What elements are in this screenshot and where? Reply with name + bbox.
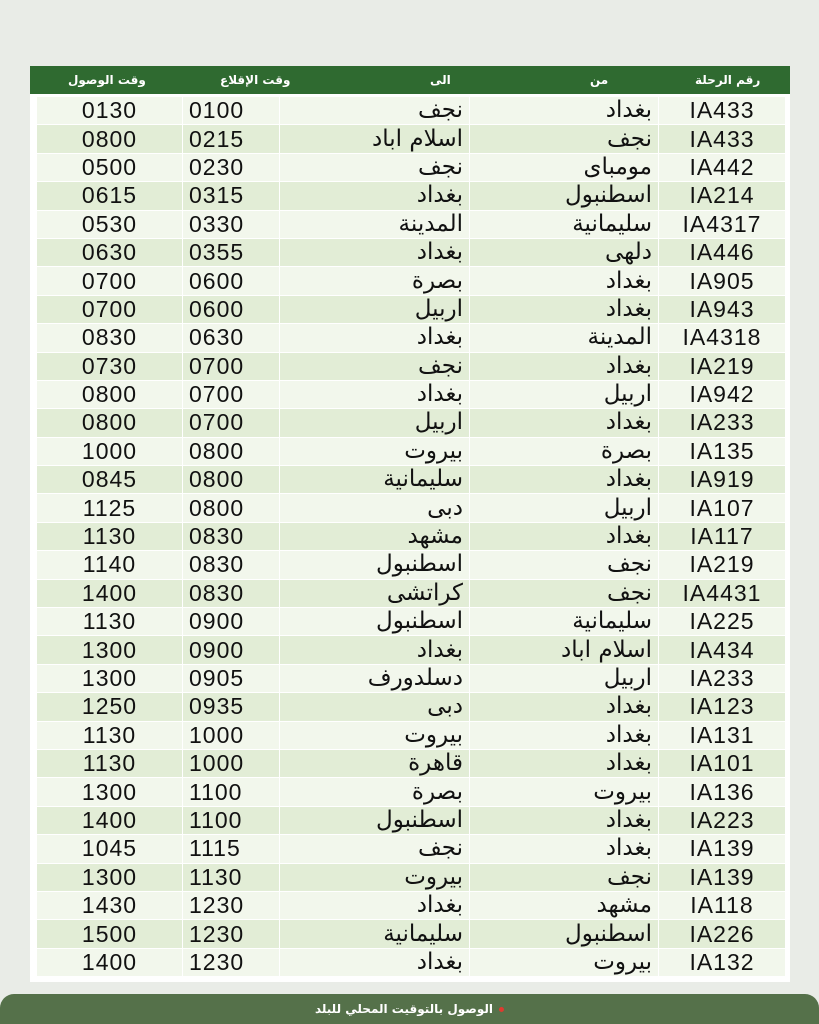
destination-cell: دسلدورف [280, 664, 470, 692]
departure-time-cell: 0700 [183, 352, 280, 380]
table-row [37, 324, 786, 352]
table-row [37, 948, 786, 976]
arrival-time-cell: 1300 [37, 636, 183, 664]
arrival-time-cell: 0800 [37, 409, 183, 437]
flight-number-cell: IA139 [659, 835, 786, 863]
departure-time-cell: 0800 [183, 437, 280, 465]
flight-number-cell: IA442 [659, 153, 786, 181]
arrival-time-cell: 0700 [37, 295, 183, 323]
destination-cell: نجف [280, 835, 470, 863]
origin-cell: مشهد [470, 891, 659, 919]
table-row [37, 295, 786, 323]
arrival-time-cell: 1130 [37, 522, 183, 550]
departure-time-cell: 0215 [183, 125, 280, 153]
origin-cell: بغداد [470, 295, 659, 323]
flight-number-cell: IA219 [659, 352, 786, 380]
arrival-time-cell: 0130 [37, 97, 183, 125]
departure-time-cell: 0630 [183, 324, 280, 352]
origin-cell: مومباى [470, 153, 659, 181]
arrival-time-cell: 1400 [37, 948, 183, 976]
origin-cell: نجف [470, 125, 659, 153]
arrival-time-cell: 1300 [37, 664, 183, 692]
arrival-time-cell: 1300 [37, 778, 183, 806]
destination-cell: بيروت [280, 721, 470, 749]
arrival-time-cell: 0800 [37, 125, 183, 153]
destination-cell: اربيل [280, 295, 470, 323]
arrival-time-cell: 1000 [37, 437, 183, 465]
departure-time-cell: 0700 [183, 409, 280, 437]
table-row [37, 97, 786, 125]
departure-time-cell: 1130 [183, 863, 280, 891]
departure-time-cell: 0600 [183, 295, 280, 323]
arrival-time-cell: 1500 [37, 920, 183, 948]
arrival-time-cell: 1250 [37, 693, 183, 721]
origin-cell: دلهى [470, 238, 659, 266]
origin-cell: بغداد [470, 522, 659, 550]
destination-cell: بغداد [280, 324, 470, 352]
table-row [37, 863, 786, 891]
table-row [37, 466, 786, 494]
flight-number-cell: IA225 [659, 608, 786, 636]
origin-cell: بغداد [470, 806, 659, 834]
origin-cell: اسطنبول [470, 182, 659, 210]
flight-number-cell: IA434 [659, 636, 786, 664]
arrival-time-cell: 0630 [37, 238, 183, 266]
origin-cell: اربيل [470, 664, 659, 692]
origin-cell: بغداد [470, 693, 659, 721]
arrival-time-cell: 0730 [37, 352, 183, 380]
departure-time-cell: 1100 [183, 806, 280, 834]
header-flight-number: رقم الرحلة [695, 73, 761, 87]
flight-number-cell: IA136 [659, 778, 786, 806]
destination-cell: المدينة [280, 210, 470, 238]
arrival-time-cell: 1125 [37, 494, 183, 522]
origin-cell: بغداد [470, 97, 659, 125]
arrival-time-cell: 1130 [37, 721, 183, 749]
flight-number-cell: IA101 [659, 749, 786, 777]
arrival-time-cell: 1300 [37, 863, 183, 891]
table-row [37, 608, 786, 636]
departure-time-cell: 1230 [183, 920, 280, 948]
origin-cell: بصرة [470, 437, 659, 465]
footer-note [0, 994, 819, 1024]
flight-number-cell: IA131 [659, 721, 786, 749]
departure-time-cell: 0315 [183, 182, 280, 210]
destination-cell: اربيل [280, 409, 470, 437]
table-row [37, 210, 786, 238]
table-row [37, 636, 786, 664]
table-row [37, 551, 786, 579]
destination-cell: بصرة [280, 778, 470, 806]
table-row [37, 749, 786, 777]
table-row [37, 891, 786, 919]
departure-time-cell: 0830 [183, 551, 280, 579]
destination-cell: اسطنبول [280, 806, 470, 834]
destination-cell: كراتشى [280, 579, 470, 607]
flight-number-cell: IA919 [659, 466, 786, 494]
arrival-time-cell: 0845 [37, 466, 183, 494]
table-row [37, 693, 786, 721]
destination-cell: بغداد [280, 380, 470, 408]
table-row [37, 721, 786, 749]
flight-number-cell: IA226 [659, 920, 786, 948]
flight-number-cell: IA905 [659, 267, 786, 295]
flight-number-cell: IA219 [659, 551, 786, 579]
destination-cell: قاهرة [280, 749, 470, 777]
header-to: الى [430, 73, 451, 87]
flight-number-cell: IA433 [659, 125, 786, 153]
departure-time-cell: 0700 [183, 380, 280, 408]
table-header [30, 66, 790, 94]
table-row [37, 238, 786, 266]
flight-number-cell: IA107 [659, 494, 786, 522]
flight-number-cell: IA118 [659, 891, 786, 919]
destination-cell: دبى [280, 693, 470, 721]
arrival-time-cell: 1045 [37, 835, 183, 863]
flight-rows [37, 97, 786, 977]
origin-cell: اسطنبول [470, 920, 659, 948]
destination-cell: بغداد [280, 238, 470, 266]
destination-cell: سليمانية [280, 466, 470, 494]
arrival-time-cell: 0530 [37, 210, 183, 238]
flight-number-cell: IA4318 [659, 324, 786, 352]
destination-cell: بغداد [280, 948, 470, 976]
departure-time-cell: 0900 [183, 608, 280, 636]
departure-time-cell: 1100 [183, 778, 280, 806]
table-row [37, 806, 786, 834]
departure-time-cell: 0830 [183, 522, 280, 550]
table-row [37, 182, 786, 210]
departure-time-cell: 1000 [183, 749, 280, 777]
departure-time-cell: 1000 [183, 721, 280, 749]
header-departure-time: وقت الإقلاع [220, 73, 291, 87]
flight-number-cell: IA117 [659, 522, 786, 550]
origin-cell: بغداد [470, 352, 659, 380]
header-arrival-time: وقت الوصول [68, 73, 146, 87]
departure-time-cell: 0830 [183, 579, 280, 607]
flight-number-cell: IA139 [659, 863, 786, 891]
table-row [37, 579, 786, 607]
flight-number-cell: IA214 [659, 182, 786, 210]
destination-cell: بغداد [280, 636, 470, 664]
arrival-time-cell: 1130 [37, 749, 183, 777]
origin-cell: بغداد [470, 466, 659, 494]
flight-number-cell: IA446 [659, 238, 786, 266]
departure-time-cell: 0230 [183, 153, 280, 181]
table-row [37, 267, 786, 295]
destination-cell: دبى [280, 494, 470, 522]
arrival-time-cell: 1430 [37, 891, 183, 919]
destination-cell: سليمانية [280, 920, 470, 948]
departure-time-cell: 0935 [183, 693, 280, 721]
header-from: من [590, 73, 609, 87]
table-row [37, 437, 786, 465]
destination-cell: بغداد [280, 891, 470, 919]
departure-time-cell: 1230 [183, 948, 280, 976]
origin-cell: نجف [470, 551, 659, 579]
origin-cell: بيروت [470, 948, 659, 976]
departure-time-cell: 0355 [183, 238, 280, 266]
flight-number-cell: IA943 [659, 295, 786, 323]
flight-number-cell: IA233 [659, 409, 786, 437]
flight-number-cell: IA223 [659, 806, 786, 834]
flight-number-cell: IA132 [659, 948, 786, 976]
arrival-time-cell: 0615 [37, 182, 183, 210]
schedule-sheet [30, 66, 790, 982]
arrival-time-cell: 0800 [37, 380, 183, 408]
origin-cell: نجف [470, 579, 659, 607]
flight-number-cell: IA942 [659, 380, 786, 408]
table-row [37, 522, 786, 550]
destination-cell: نجف [280, 97, 470, 125]
origin-cell: سليمانية [470, 210, 659, 238]
origin-cell: بغداد [470, 409, 659, 437]
departure-time-cell: 0100 [183, 97, 280, 125]
flight-number-cell: IA433 [659, 97, 786, 125]
origin-cell: المدينة [470, 324, 659, 352]
destination-cell: مشهد [280, 522, 470, 550]
destination-cell: بيروت [280, 863, 470, 891]
table-row [37, 664, 786, 692]
table-row [37, 835, 786, 863]
origin-cell: بيروت [470, 778, 659, 806]
arrival-time-cell: 1140 [37, 551, 183, 579]
flight-schedule-table [36, 96, 786, 977]
origin-cell: اسلام اباد [470, 636, 659, 664]
flight-number-cell: IA4317 [659, 210, 786, 238]
bullet-icon [499, 1007, 504, 1012]
origin-cell: اربيل [470, 380, 659, 408]
origin-cell: سليمانية [470, 608, 659, 636]
table-row [37, 352, 786, 380]
destination-cell: نجف [280, 153, 470, 181]
destination-cell: نجف [280, 352, 470, 380]
origin-cell: بغداد [470, 749, 659, 777]
destination-cell: بيروت [280, 437, 470, 465]
departure-time-cell: 1230 [183, 891, 280, 919]
origin-cell: اربيل [470, 494, 659, 522]
origin-cell: بغداد [470, 721, 659, 749]
footer-note-text: الوصول بالتوقيت المحلي للبلد [314, 1002, 494, 1016]
table-row [37, 409, 786, 437]
footer-bar [0, 994, 819, 1024]
departure-time-cell: 1115 [183, 835, 280, 863]
flight-number-cell: IA135 [659, 437, 786, 465]
departure-time-cell: 0900 [183, 636, 280, 664]
flight-number-cell: IA233 [659, 664, 786, 692]
table-row [37, 125, 786, 153]
arrival-time-cell: 0830 [37, 324, 183, 352]
destination-cell: بصرة [280, 267, 470, 295]
arrival-time-cell: 1400 [37, 806, 183, 834]
departure-time-cell: 0905 [183, 664, 280, 692]
departure-time-cell: 0800 [183, 494, 280, 522]
table-row [37, 778, 786, 806]
destination-cell: بغداد [280, 182, 470, 210]
departure-time-cell: 0600 [183, 267, 280, 295]
table-row [37, 494, 786, 522]
destination-cell: اسطنبول [280, 608, 470, 636]
departure-time-cell: 0800 [183, 466, 280, 494]
destination-cell: اسطنبول [280, 551, 470, 579]
origin-cell: بغداد [470, 267, 659, 295]
origin-cell: نجف [470, 863, 659, 891]
table-row [37, 153, 786, 181]
departure-time-cell: 0330 [183, 210, 280, 238]
arrival-time-cell: 1130 [37, 608, 183, 636]
arrival-time-cell: 0500 [37, 153, 183, 181]
arrival-time-cell: 0700 [37, 267, 183, 295]
flight-number-cell: IA123 [659, 693, 786, 721]
flight-number-cell: IA4431 [659, 579, 786, 607]
destination-cell: اسلام اباد [280, 125, 470, 153]
arrival-time-cell: 1400 [37, 579, 183, 607]
table-row [37, 920, 786, 948]
origin-cell: بغداد [470, 835, 659, 863]
table-row [37, 380, 786, 408]
